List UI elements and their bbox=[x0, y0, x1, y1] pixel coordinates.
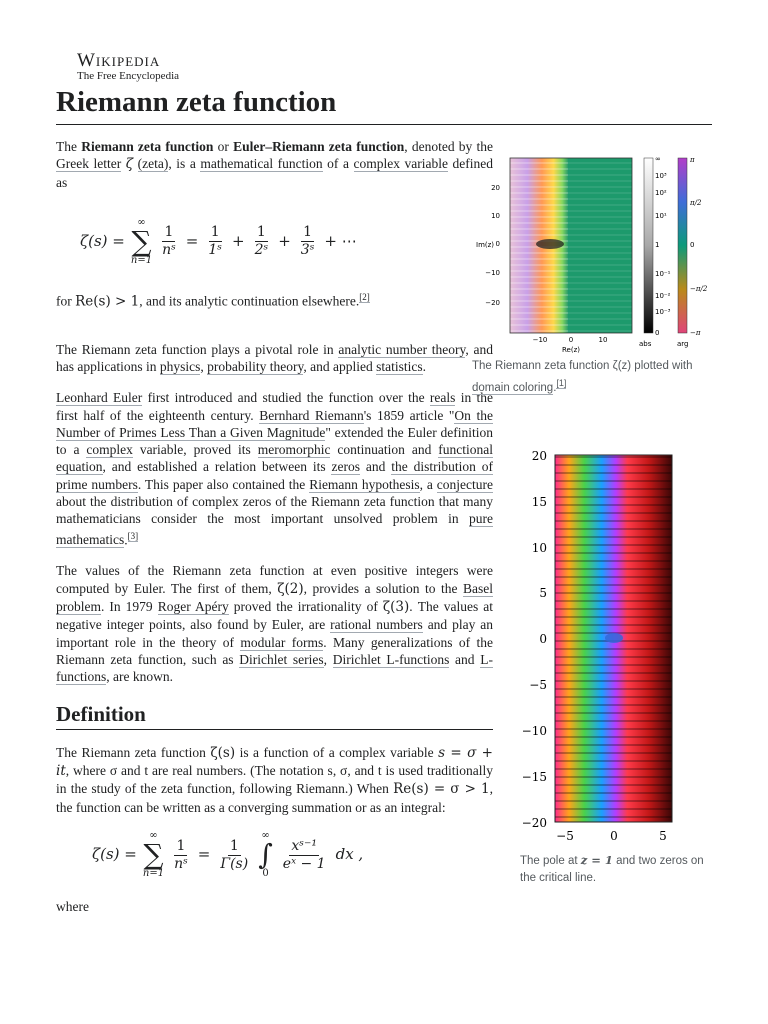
denominator: 1ˢ bbox=[208, 242, 222, 259]
convergence-note bbox=[56, 289, 493, 311]
y-tick: 10 bbox=[491, 212, 500, 220]
text: , the function can be written as a converging summation or as an integral: bbox=[56, 781, 493, 815]
arg-tick: −π/2 bbox=[690, 285, 708, 293]
link-functional-equation[interactable]: functional equation bbox=[56, 442, 493, 475]
denominator: Γ(s) bbox=[220, 855, 249, 872]
text: , denoted by the bbox=[404, 139, 493, 154]
numerator: 1 bbox=[256, 224, 266, 241]
abs-tick: 10² bbox=[655, 189, 667, 197]
intro-paragraph-1 bbox=[56, 138, 493, 191]
fraction bbox=[220, 838, 248, 873]
numerator: 1 bbox=[164, 224, 174, 241]
numerator: 1 bbox=[176, 837, 186, 854]
link-bernhard-riemann[interactable]: Bernhard Riemann bbox=[259, 407, 364, 423]
y-tick: 5 bbox=[539, 586, 547, 600]
text: variable, proved its bbox=[132, 442, 258, 458]
figure1-caption bbox=[472, 358, 712, 397]
pole-zeros-plot[interactable] bbox=[520, 445, 712, 845]
caption-text: and two zeros on the critical line. bbox=[520, 855, 704, 884]
logo-tagline: The Free Encyclopedia bbox=[77, 70, 180, 82]
denominator: 3ˢ bbox=[300, 242, 315, 259]
x-tick: −10 bbox=[532, 336, 548, 344]
math-zeta-s: ζ(s) bbox=[210, 744, 236, 761]
equals: = bbox=[185, 232, 199, 251]
text: , and established a relation between its bbox=[102, 459, 332, 475]
bold-term: Euler–Riemann zeta function bbox=[233, 139, 405, 154]
text: . This paper also contained the bbox=[137, 476, 310, 492]
link-dirichlet-l-functions[interactable]: Dirichlet L-functions bbox=[332, 651, 450, 667]
numerator: xˢ⁻¹ bbox=[291, 837, 317, 854]
denominator: 2ˢ bbox=[254, 242, 269, 259]
text: The Riemann zeta function plays a pivotal role in bbox=[56, 341, 339, 357]
section-heading-definition: Definition bbox=[56, 706, 493, 730]
text: and bbox=[449, 651, 481, 667]
plus: + bbox=[232, 232, 245, 251]
abs-tick: 10⁻¹ bbox=[655, 270, 671, 278]
abs-tick: 10⁻² bbox=[655, 292, 671, 300]
abs-tick: ∞ bbox=[655, 155, 661, 163]
link-dirichlet-series[interactable]: Dirichlet series bbox=[239, 651, 324, 667]
link-l-functions[interactable]: L-functions bbox=[56, 651, 493, 685]
formula-lhs: ζ(s) = bbox=[80, 232, 125, 251]
equals: = bbox=[197, 845, 211, 864]
text: and bbox=[359, 459, 392, 475]
text: , and has applications in bbox=[56, 341, 493, 374]
x-tick: 0 bbox=[568, 336, 574, 344]
text: , a bbox=[419, 476, 437, 492]
sum-symbol: ∞ ∑ n=1 bbox=[130, 216, 153, 266]
abs-colorbar bbox=[644, 158, 653, 333]
y-tick: −20 bbox=[521, 816, 547, 830]
link-conjecture[interactable]: conjecture bbox=[436, 476, 493, 492]
sum-upper: ∞ bbox=[137, 216, 146, 228]
text: , are known. bbox=[106, 669, 173, 685]
fraction bbox=[301, 224, 315, 259]
definition-paragraph bbox=[56, 744, 493, 816]
intro-paragraph-4 bbox=[56, 562, 493, 685]
caption-text: The pole at bbox=[520, 855, 581, 867]
y-tick: 15 bbox=[531, 495, 547, 509]
citation-3[interactable]: [3] bbox=[127, 530, 139, 541]
numerator: 1 bbox=[210, 224, 220, 241]
plus: + bbox=[278, 232, 291, 251]
domain-coloring-plot[interactable] bbox=[472, 148, 712, 358]
math-zeta-3: ζ(3) bbox=[382, 599, 410, 616]
arg-tick: π bbox=[690, 156, 695, 164]
numerator: 1 bbox=[303, 224, 313, 241]
arg-tick: 0 bbox=[690, 241, 695, 249]
differential: dx , bbox=[335, 845, 364, 864]
link-prime-distribution[interactable]: the distribution of prime numbers bbox=[56, 459, 493, 492]
caption-math: z = 1 bbox=[580, 853, 613, 867]
y-tick: −5 bbox=[529, 678, 547, 692]
title-divider bbox=[56, 124, 712, 125]
y-tick: −10 bbox=[521, 724, 547, 738]
link-complex[interactable]: complex bbox=[86, 442, 133, 458]
text: , provides a solution to the bbox=[303, 580, 464, 596]
sum-upper: ∞ bbox=[149, 830, 158, 842]
y-tick: 0 bbox=[539, 632, 547, 646]
text: is a function of a complex variable bbox=[235, 744, 439, 760]
y-axis-label: Im(z) bbox=[476, 241, 495, 249]
x-tick: 0 bbox=[610, 829, 618, 843]
link-pure-mathematics[interactable]: pure mathematics bbox=[56, 511, 493, 548]
y-tick: 10 bbox=[531, 541, 547, 555]
text: . The values at negative integer points, also found by Euler, are bbox=[56, 599, 493, 633]
y-tick: 20 bbox=[491, 184, 500, 192]
text: in the first half of the eighteenth century. bbox=[56, 390, 493, 423]
sum-symbol: ∞ ∑ n=1 bbox=[142, 830, 165, 880]
fraction bbox=[162, 224, 176, 259]
zeta-series-formula bbox=[80, 217, 493, 267]
y-tick: 20 bbox=[531, 449, 547, 463]
contour-lines-right bbox=[568, 158, 632, 333]
math-condition: Re(s) > 1 bbox=[75, 293, 140, 310]
text: about the distribution of complex zeros of the Riemann zeta function that many mathematicians consider the most important unsolved problem in bbox=[56, 494, 493, 527]
text: proved the irrationality of bbox=[228, 599, 383, 615]
integral-lower: 0 bbox=[262, 868, 269, 880]
fraction bbox=[255, 224, 269, 259]
figure-pole-zeros bbox=[520, 445, 712, 887]
link-rational-numbers[interactable]: rational numbers bbox=[330, 617, 423, 633]
text: continuation and bbox=[330, 442, 439, 458]
y-tick: 0 bbox=[495, 240, 500, 248]
intro-paragraph-3 bbox=[56, 389, 493, 548]
math-zeta: ζ bbox=[125, 156, 134, 173]
link-mathematical-function[interactable]: mathematical function bbox=[200, 156, 323, 172]
denominator: nˢ bbox=[174, 855, 188, 872]
text: The Riemann zeta function bbox=[56, 744, 211, 760]
pole-marker bbox=[605, 633, 623, 643]
link-physics[interactable]: physics bbox=[159, 358, 201, 374]
text: . bbox=[422, 358, 426, 374]
where-text: where bbox=[56, 899, 89, 915]
abs-tick: 10³ bbox=[655, 172, 667, 180]
caption-text: . bbox=[553, 381, 557, 394]
integral-upper: ∞ bbox=[261, 830, 270, 842]
abs-tick: 10¹ bbox=[655, 212, 667, 220]
fraction bbox=[283, 838, 326, 873]
x-tick: 10 bbox=[598, 336, 608, 344]
link-leonhard-euler[interactable]: Leonhard Euler bbox=[56, 390, 143, 406]
sum-lower: n=1 bbox=[142, 868, 165, 880]
denominator: nˢ bbox=[162, 242, 176, 259]
fraction bbox=[174, 838, 188, 873]
link-roger-apery[interactable]: Roger Apéry bbox=[157, 599, 229, 615]
link-zeros[interactable]: zeros bbox=[331, 459, 360, 475]
link-riemann-article[interactable]: On the Number of Primes Less Than a Given Magnitude bbox=[56, 407, 493, 440]
x-axis-label: Re(z) bbox=[562, 346, 580, 354]
intro-paragraph-2 bbox=[56, 341, 493, 376]
series-tail: + ⋯ bbox=[324, 232, 357, 251]
text: defined as bbox=[56, 156, 494, 190]
logo-wordmark: Wikipedia bbox=[77, 50, 161, 71]
link-basel-problem[interactable]: Basel problem bbox=[56, 580, 494, 615]
text: The values of the Riemann zeta function at even positive integers were computed by Euler. The first of them, bbox=[56, 563, 493, 596]
text: or bbox=[213, 139, 234, 154]
integral-symbol: ∞ ∫ 0 bbox=[258, 830, 273, 880]
text: , where σ and t are real numbers. (The notation s, σ, and t is used traditionally in the study of the zeta function, following Riemann.) When bbox=[56, 763, 493, 797]
arg-label: arg bbox=[677, 340, 689, 348]
link-reals[interactable]: reals bbox=[429, 390, 456, 406]
x-tick: 5 bbox=[659, 829, 667, 843]
text: of a bbox=[322, 156, 354, 172]
zeros-cluster bbox=[536, 239, 564, 249]
x-tick: −5 bbox=[556, 829, 574, 843]
abs-label: abs bbox=[639, 340, 652, 348]
text: first introduced and studied the function over the bbox=[142, 390, 430, 406]
caption-text: The Riemann zeta function ζ(z) plotted with bbox=[472, 360, 693, 372]
text: . Many generalizations of the Riemann zeta function, such as bbox=[56, 634, 493, 667]
math-s-definition: s = σ + it bbox=[56, 744, 493, 780]
numerator: 1 bbox=[229, 837, 239, 854]
text: . bbox=[124, 532, 128, 548]
wikipedia-logo[interactable] bbox=[77, 50, 179, 82]
sum-lower: n=1 bbox=[130, 254, 153, 266]
link-greek-letter[interactable]: Greek letter bbox=[56, 156, 122, 172]
link-complex-variable[interactable]: complex variable bbox=[353, 156, 448, 172]
link-riemann-hypothesis[interactable]: Riemann hypothesis bbox=[309, 476, 420, 492]
fraction bbox=[208, 224, 222, 259]
y-tick: −20 bbox=[485, 299, 500, 307]
text: for bbox=[56, 293, 76, 309]
arg-tick: −π bbox=[690, 329, 701, 337]
link-modular-forms[interactable]: modular forms bbox=[240, 634, 324, 650]
link-probability-theory[interactable]: probability theory bbox=[207, 358, 304, 374]
link-meromorphic[interactable]: meromorphic bbox=[257, 442, 331, 458]
denominator: eˣ − 1 bbox=[282, 855, 326, 872]
text: and play an important role in the theory of bbox=[56, 617, 493, 650]
link-statistics[interactable]: statistics bbox=[376, 358, 423, 374]
text: " extended the Euler definition to a bbox=[56, 424, 493, 458]
arg-colorbar bbox=[678, 158, 687, 333]
math-condition: Re(s) = σ > 1 bbox=[393, 781, 490, 798]
text: , is a bbox=[168, 156, 201, 172]
text: , bbox=[323, 651, 333, 667]
text: The bbox=[56, 139, 77, 154]
zeta-integral-formula bbox=[92, 830, 493, 880]
link-domain-coloring[interactable]: domain coloring bbox=[472, 381, 554, 394]
math-zeta-2: ζ(2) bbox=[277, 580, 304, 597]
page-title: Riemann zeta function bbox=[56, 86, 337, 118]
text: , bbox=[200, 358, 208, 374]
abs-tick: 0 bbox=[655, 329, 660, 337]
citation-1[interactable]: [1] bbox=[556, 378, 567, 388]
abs-tick: 10⁻³ bbox=[655, 308, 671, 316]
y-tick: −10 bbox=[485, 269, 500, 277]
abs-tick: 1 bbox=[655, 241, 660, 249]
bold-term: Riemann zeta function bbox=[81, 139, 214, 154]
citation-2[interactable]: [2] bbox=[359, 291, 370, 302]
link-zeta[interactable]: (zeta) bbox=[137, 156, 169, 172]
text: , and its analytic continuation elsewhere. bbox=[139, 293, 360, 309]
link-analytic-number-theory[interactable]: analytic number theory bbox=[338, 341, 466, 357]
arg-tick: π/2 bbox=[690, 199, 702, 207]
figure-domain-coloring bbox=[472, 148, 712, 397]
article-body bbox=[56, 138, 493, 929]
text: , and applied bbox=[303, 358, 377, 374]
figure2-caption bbox=[520, 852, 712, 887]
text: . In 1979 bbox=[101, 599, 158, 615]
text: 's 1859 article " bbox=[363, 407, 455, 423]
formula-lhs: ζ(s) = bbox=[92, 845, 137, 864]
y-tick: −15 bbox=[521, 770, 547, 784]
